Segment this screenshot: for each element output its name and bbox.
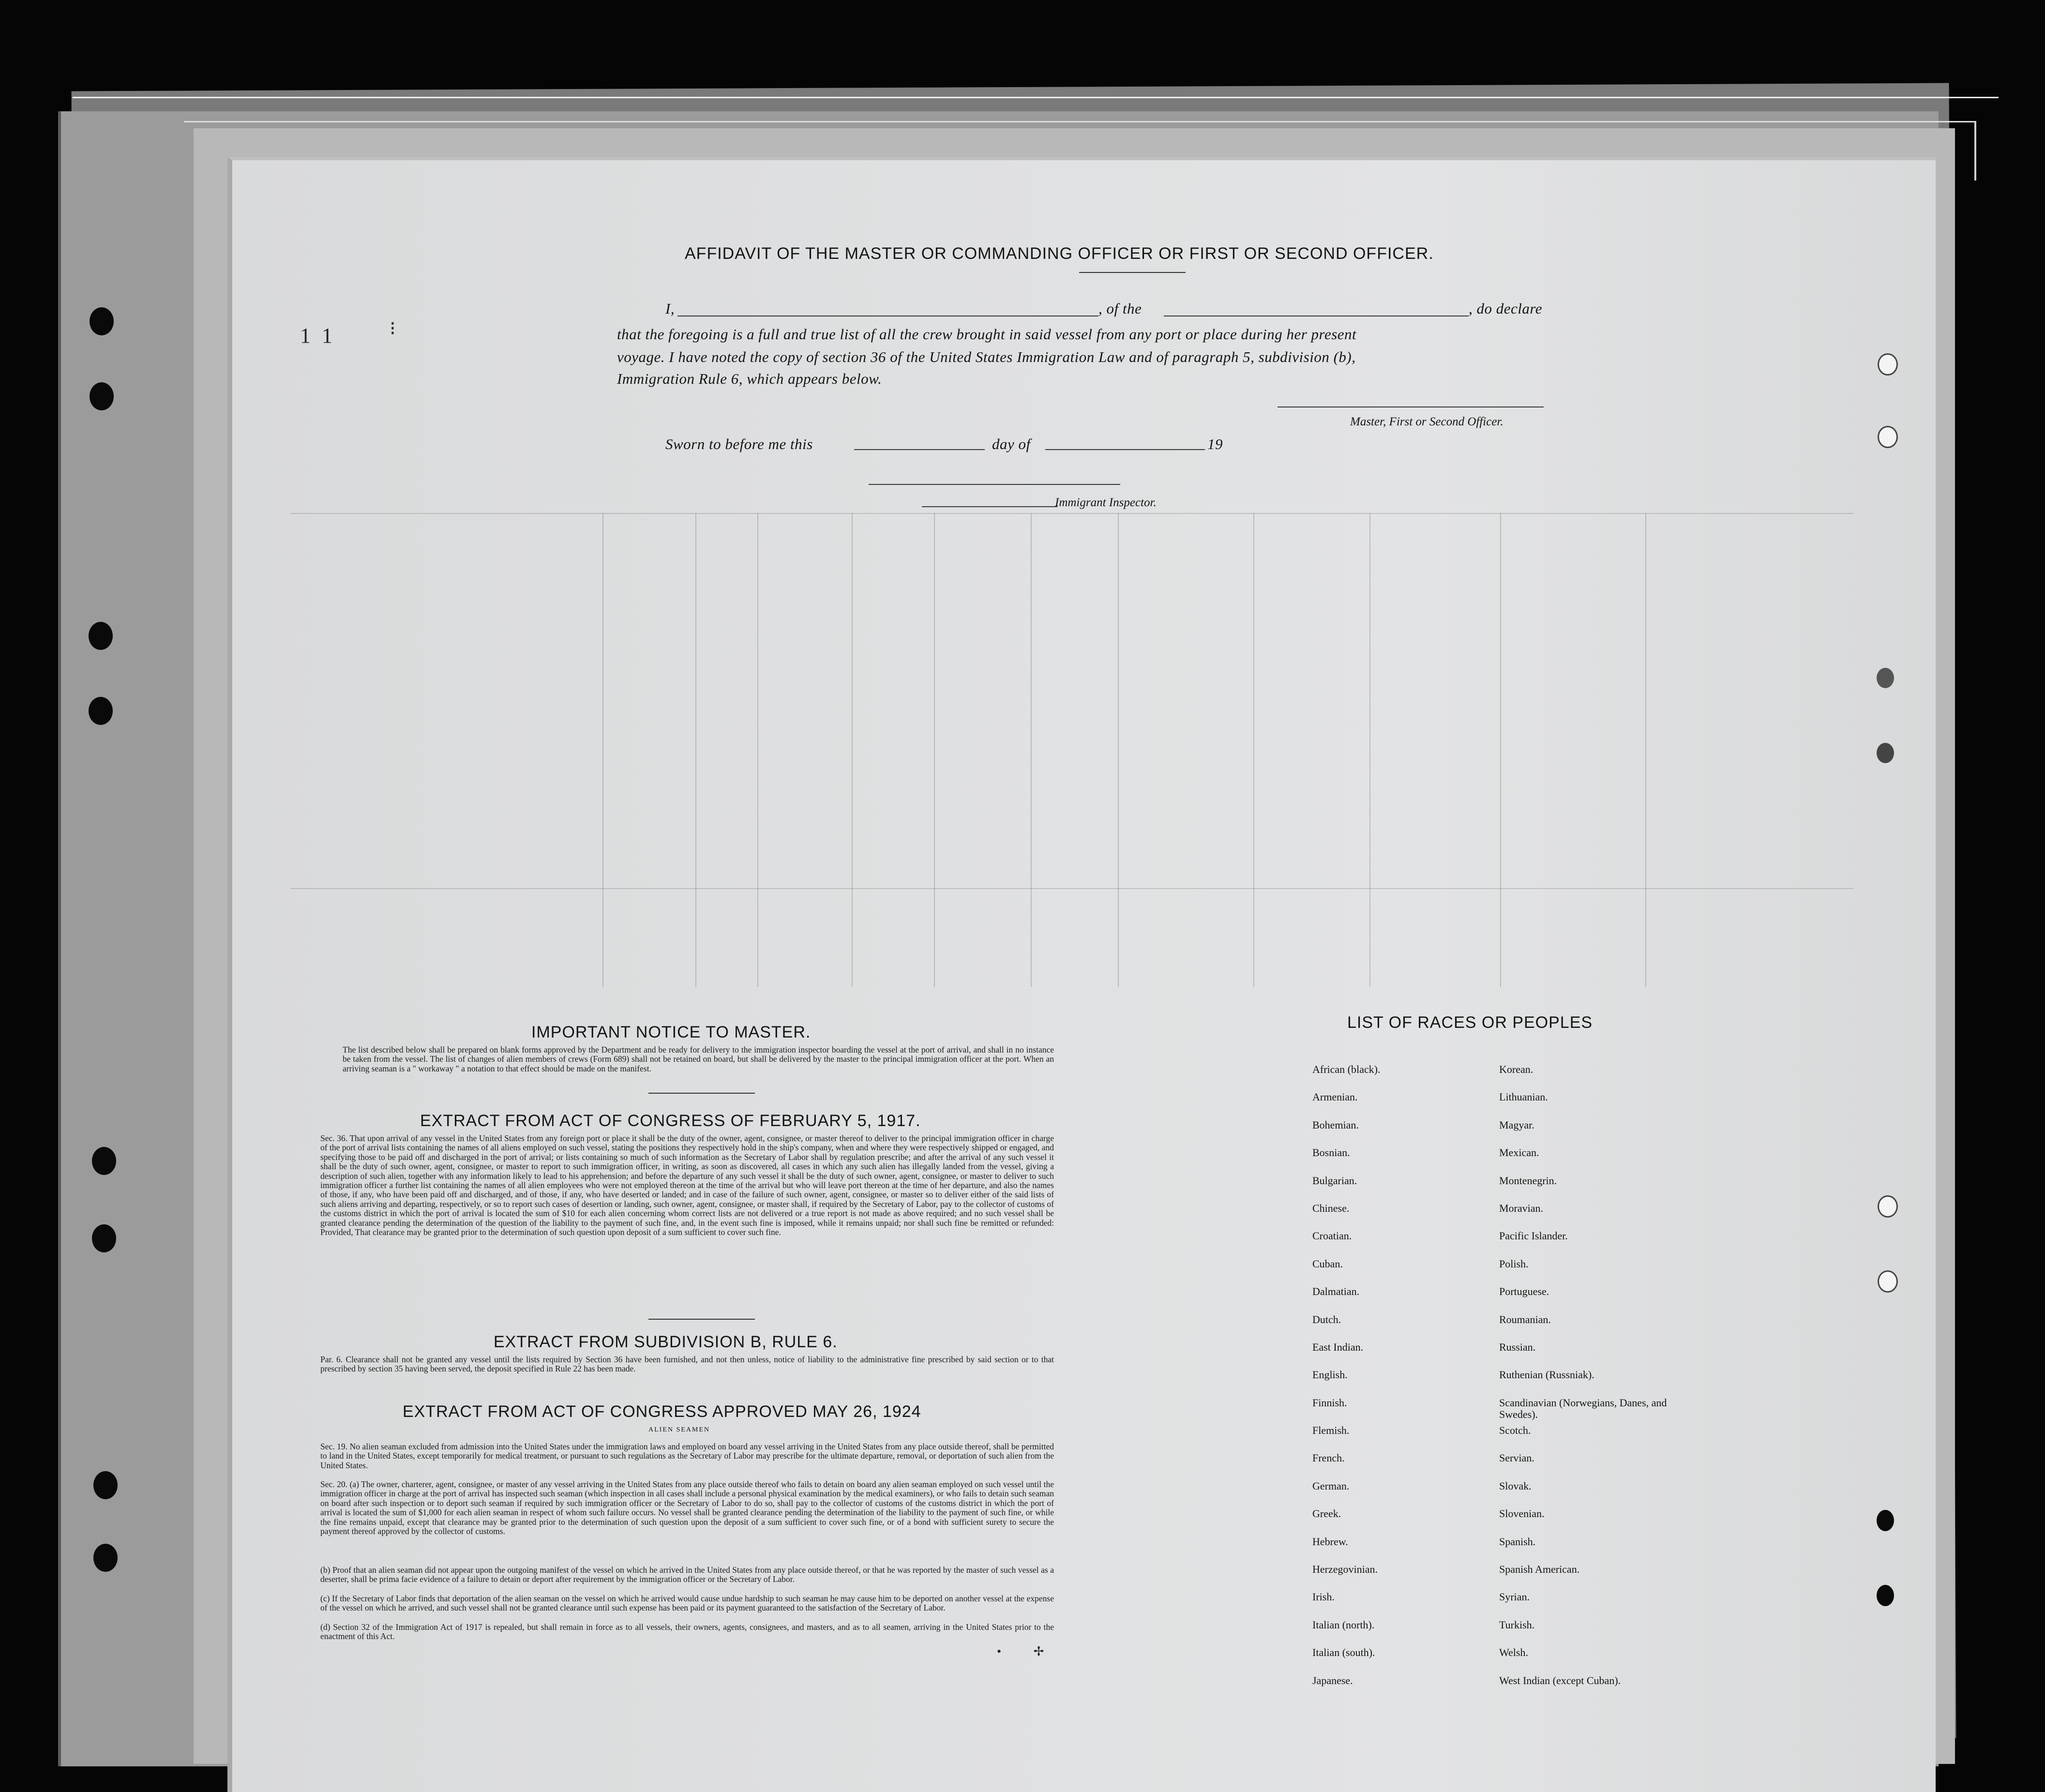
race-item: Spanish American. bbox=[1499, 1563, 1580, 1576]
race-item: East Indian. bbox=[1312, 1340, 1364, 1353]
races-title: LIST OF RACES OR PEOPLES bbox=[1347, 1013, 1593, 1032]
sworn-label: Sworn to before me this bbox=[665, 436, 813, 452]
extract-rule6-text: Par. 6. Clearance shall not be granted any vessel until the lists required by Section 36 have been furnished, and not then unless, notice of liability to the administrative fine prescribed by said section or to that prescribed by section 35 having been served, the deposit specified in Rule 22 has been made. bbox=[320, 1355, 1054, 1374]
race-item: Ruthenian (Russniak). bbox=[1499, 1369, 1594, 1381]
section-20b-text: (b) Proof that an alien seaman did not appear upon the outgoing manifest of the vessel on which he arrived in the United States from any place outside thereof, or that he was reported by the master of such vessel as a deserter, shall be prima facie evidence of a failure to detain or deport after requirement by the immigration officer or the Secretary of Labor. bbox=[320, 1565, 1054, 1584]
punch-hole-icon bbox=[89, 622, 113, 650]
section-divider bbox=[648, 1319, 755, 1320]
race-item: West Indian (except Cuban). bbox=[1499, 1674, 1621, 1687]
extract-1917-text: Sec. 36. That upon arrival of any vessel in the United States from any foreign port or place it shall be the duty of the owner, agent, consignee, or master thereof to deliver to the principal immigration officer in charge of the port of arrival lists containing the names of all aliens employed on such vessel, stating the positions they respectively hold in the ship's company, when and where they were respectively shipped or engaged, and specifying those to be paid off and discharged in the port of arrival; or lists containing so much of such information as the Secretary of Labor shall by regulation prescribe; and after the arrival of any such vessel it shall be the duty of such owner, agent, consignee, or master to report to such immigration officer, in writing, as soon as discovered, all cases in which any such alien has illegally landed from the vessel, giving a description of such alien, together with any information likely to lead to his apprehension; and before the departure of any such vessel it shall be the duty of such owner, agent, consignee, or master to deliver to such immigration officer a further list containing the names of all alien employees who were not employed thereon at the time of the arrival but who will leave port thereon at the time of her departure, and also the names of those, if any, who have been paid off and discharged, and of those, if any, who have deserted or landed; and in case of the failure of such owner, agent, consignee, or master so to deliver either of the said lists of such aliens arriving and departing, respectively, or so to report such cases of desertion or landing, such owner, agent, consignee, or master shall, if required by the Secretary of Labor, pay to the collector of customs of the customs district in which the port of arrival is located the sum of $10 for each alien concerning whom correct lists are not delivered or a true report is not made as above required; and no such vessel shall be granted clearance pending the determination of the question of the liability to the payment of such fine, and, in the event such fine is imposed, while it remains unpaid; nor shall such fine be remitted or refunded: Provided, That clearance may be granted prior to the determination of such question upon deposit of a sum sufficient to cover such fine. bbox=[320, 1133, 1054, 1237]
race-item: English. bbox=[1312, 1369, 1348, 1381]
section-20c-text: (c) If the Secretary of Labor finds that deportation of the alien seaman on the vessel on which he arrived would cause undue hardship to such seaman he may cause him to be deported on another vessel at the expense of the vessel on which he arrived, and such vessel shall not be granted clearance until such expense has been paid or its payment guaranteed to the satisfaction of the Secretary of Labor. bbox=[320, 1594, 1054, 1613]
master-label: Master, First or Second Officer. bbox=[1350, 415, 1504, 428]
race-item: Korean. bbox=[1499, 1063, 1534, 1075]
races-column-2 bbox=[1499, 1064, 1673, 1702]
race-item: Scandinavian (Norwegians, Danes, and Swedes). bbox=[1499, 1396, 1667, 1420]
manifest-page bbox=[227, 157, 1936, 1792]
race-item: Pacific Islander. bbox=[1499, 1230, 1568, 1242]
race-item: Japanese. bbox=[1312, 1674, 1353, 1687]
race-item: Herzegovinian. bbox=[1312, 1563, 1378, 1576]
race-item: Servian. bbox=[1499, 1452, 1534, 1464]
race-item: Syrian. bbox=[1499, 1591, 1530, 1603]
extract-1924-title: EXTRACT FROM ACT OF CONGRESS APPROVED MAY 26, 1924 bbox=[403, 1402, 921, 1421]
race-item: Roumanian. bbox=[1499, 1313, 1551, 1325]
affidavit-title: AFFIDAVIT OF THE MASTER OR COMMANDING OFFICER OR FIRST OR SECOND OFFICER. bbox=[685, 244, 1434, 263]
race-item: Finnish. bbox=[1312, 1396, 1347, 1409]
margin-note: 1 1 bbox=[300, 324, 335, 347]
race-item: Scotch. bbox=[1499, 1424, 1531, 1437]
race-item: Greek. bbox=[1312, 1507, 1341, 1520]
race-item: Slovenian. bbox=[1499, 1507, 1545, 1520]
race-item: Chinese. bbox=[1312, 1202, 1350, 1214]
race-item: Croatian. bbox=[1312, 1230, 1352, 1242]
ghost-rule bbox=[1645, 513, 1646, 987]
ghost-rule bbox=[1369, 513, 1370, 987]
inspector-label: Immigrant Inspector. bbox=[1055, 496, 1157, 509]
extract-1917-title: EXTRACT FROM ACT OF CONGRESS OF FEBRUARY 5, 1917. bbox=[420, 1112, 921, 1130]
race-item: Irish. bbox=[1312, 1591, 1335, 1603]
section-20a-text: Sec. 20. (a) The owner, charterer, agent, consignee, or master of any vessel arriving in the United States from any place outside thereof who fails to detain on board any alien seaman employed on such vessel until the immigration officer in charge at the port of arrival has inspected such seaman (which inspection in all cases shall include a personal physical examination by the medical examiners), or who fails to detain such seaman on board after such inspection or to deport such seaman if required by such immigration officer or the Secretary of Labor to do so, shall pay to the collector of customs of the customs district in which the port of arrival is located the sum of $1,000 for each alien seaman in respect of whom such failure occurs. No vessel shall be granted clearance pending the determination of the liability to the payment of such fine, or while the fine remains unpaid, except that clearance may be granted prior to the determination of such question upon the deposit of a sum sufficient to cover such fine, or of a bond with sufficient surety to secure the payment thereof approved by the collector of customs. bbox=[320, 1479, 1054, 1536]
declaration-line: Immigration Rule 6, which appears below. bbox=[617, 370, 882, 387]
race-item: Italian (north). bbox=[1312, 1618, 1375, 1631]
punch-hole-icon bbox=[93, 1544, 118, 1572]
declarant-prefix: I, bbox=[665, 300, 675, 317]
declare-label: , do declare bbox=[1469, 300, 1543, 317]
punch-hole-icon bbox=[1878, 1195, 1898, 1218]
ghost-rule bbox=[852, 513, 853, 987]
punch-hole-icon bbox=[93, 1471, 118, 1499]
punch-hole-icon bbox=[90, 307, 114, 335]
section-20d-text: (d) Section 32 of the Immigration Act of 1917 is repealed, but shall remain in force as to all vessels, their owners, agents, consignees, and masters, and as to all seamen, arriving in the United States prior to the enactment of this Act. bbox=[320, 1622, 1054, 1641]
notice-title: IMPORTANT NOTICE TO MASTER. bbox=[531, 1023, 811, 1041]
punch-hole-icon bbox=[92, 1147, 116, 1175]
punch-hole-icon bbox=[1877, 668, 1894, 688]
punch-hole-icon bbox=[89, 697, 113, 725]
extract-1924-subtitle: ALIEN SEAMEN bbox=[648, 1426, 710, 1433]
punch-hole-icon bbox=[92, 1224, 116, 1252]
ghost-rule bbox=[757, 513, 758, 987]
ghost-rule bbox=[934, 513, 935, 987]
race-item: Dutch. bbox=[1312, 1313, 1341, 1325]
of-the-label: , of the bbox=[1098, 300, 1142, 317]
page-marks: • ✢ bbox=[997, 1644, 1059, 1658]
race-item: German. bbox=[1312, 1479, 1350, 1492]
race-item: Flemish. bbox=[1312, 1424, 1350, 1437]
extract-rule6-title: EXTRACT FROM SUBDIVISION B, RULE 6. bbox=[494, 1333, 838, 1351]
races-column-1 bbox=[1312, 1064, 1380, 1702]
declaration-line: voyage. I have noted the copy of section 36 of the United States Immigration Law and of paragraph 5, subdivision (b), bbox=[617, 348, 1356, 365]
race-item: Bosnian. bbox=[1312, 1146, 1350, 1159]
title-underline bbox=[1079, 272, 1186, 273]
race-item: Lithuanian. bbox=[1499, 1091, 1548, 1103]
punch-hole-icon bbox=[1878, 353, 1898, 376]
day-of-label: day of bbox=[992, 436, 1031, 452]
month-blank bbox=[1045, 449, 1205, 450]
ghost-rule bbox=[1118, 513, 1119, 987]
punch-hole-icon bbox=[1877, 1510, 1894, 1531]
race-item: Turkish. bbox=[1499, 1618, 1535, 1631]
ghost-rule bbox=[602, 513, 603, 987]
race-item: French. bbox=[1312, 1452, 1345, 1464]
punch-hole-icon bbox=[90, 382, 114, 410]
punch-hole-icon bbox=[1877, 1585, 1894, 1606]
punch-hole-icon bbox=[1878, 426, 1898, 448]
race-item: Moravian. bbox=[1499, 1202, 1544, 1214]
race-item: Portuguese. bbox=[1499, 1285, 1549, 1298]
ghost-rule bbox=[1500, 513, 1501, 987]
ghost-rule bbox=[290, 888, 1853, 889]
race-item: Spanish. bbox=[1499, 1535, 1536, 1548]
section-divider bbox=[648, 1093, 755, 1094]
race-item: African (black). bbox=[1312, 1063, 1381, 1075]
race-item: Slovak. bbox=[1499, 1479, 1532, 1492]
race-item: Montenegrin. bbox=[1499, 1174, 1557, 1187]
inspector-signature-blank bbox=[869, 484, 1120, 485]
punch-hole-icon bbox=[1878, 1270, 1898, 1293]
day-blank bbox=[854, 449, 985, 450]
race-item: Hebrew. bbox=[1312, 1535, 1348, 1548]
notice-text: The list described below shall be prepared on blank forms approved by the Department and be ready for delivery to the immigration inspector boarding the vessel at the port of arrival, and shall in no instance be taken from the vessel. The list of changes of alien members of crews (Form 689) shall not be retained on board, but shall be delivered by the master to the principal immigration officer at the port. When an arriving seaman is a " workaway " a notation to that effect should be made on the manifest. bbox=[343, 1045, 1054, 1073]
section-19-text: Sec. 19. No alien seaman excluded from admission into the United States under the immigration laws and employed on board any vessel arriving in the United States from any place outside thereof, shall be permitted to land in the United States, except temporarily for medical treatment, or pursuant to such regulations as the Secretary of Labor may prescribe for the ultimate departure, removal, or deportation of such alien from the United States. bbox=[320, 1442, 1054, 1470]
race-item: Polish. bbox=[1499, 1257, 1529, 1270]
inspector-blank bbox=[922, 506, 1057, 507]
race-item: Cuban. bbox=[1312, 1257, 1343, 1270]
margin-mark: ⁝ bbox=[390, 317, 396, 339]
race-item: Bulgarian. bbox=[1312, 1174, 1357, 1187]
declaration-line: that the foregoing is a full and true list of all the crew brought in said vessel from any port or place during her present bbox=[617, 326, 1357, 343]
ghost-rule bbox=[1253, 513, 1254, 987]
race-item: Russian. bbox=[1499, 1340, 1536, 1353]
race-item: Mexican. bbox=[1499, 1146, 1539, 1159]
race-item: Bohemian. bbox=[1312, 1118, 1359, 1131]
ghost-rule bbox=[695, 513, 696, 987]
race-item: Armenian. bbox=[1312, 1091, 1358, 1103]
punch-hole-icon bbox=[1877, 743, 1894, 763]
ghost-rule bbox=[1031, 513, 1032, 987]
year-label: 19 bbox=[1207, 436, 1223, 452]
ghost-rule bbox=[290, 513, 1853, 514]
race-item: Italian (south). bbox=[1312, 1646, 1375, 1659]
race-item: Welsh. bbox=[1499, 1646, 1528, 1659]
race-item: Magyar. bbox=[1499, 1118, 1534, 1131]
race-item: Dalmatian. bbox=[1312, 1285, 1360, 1298]
